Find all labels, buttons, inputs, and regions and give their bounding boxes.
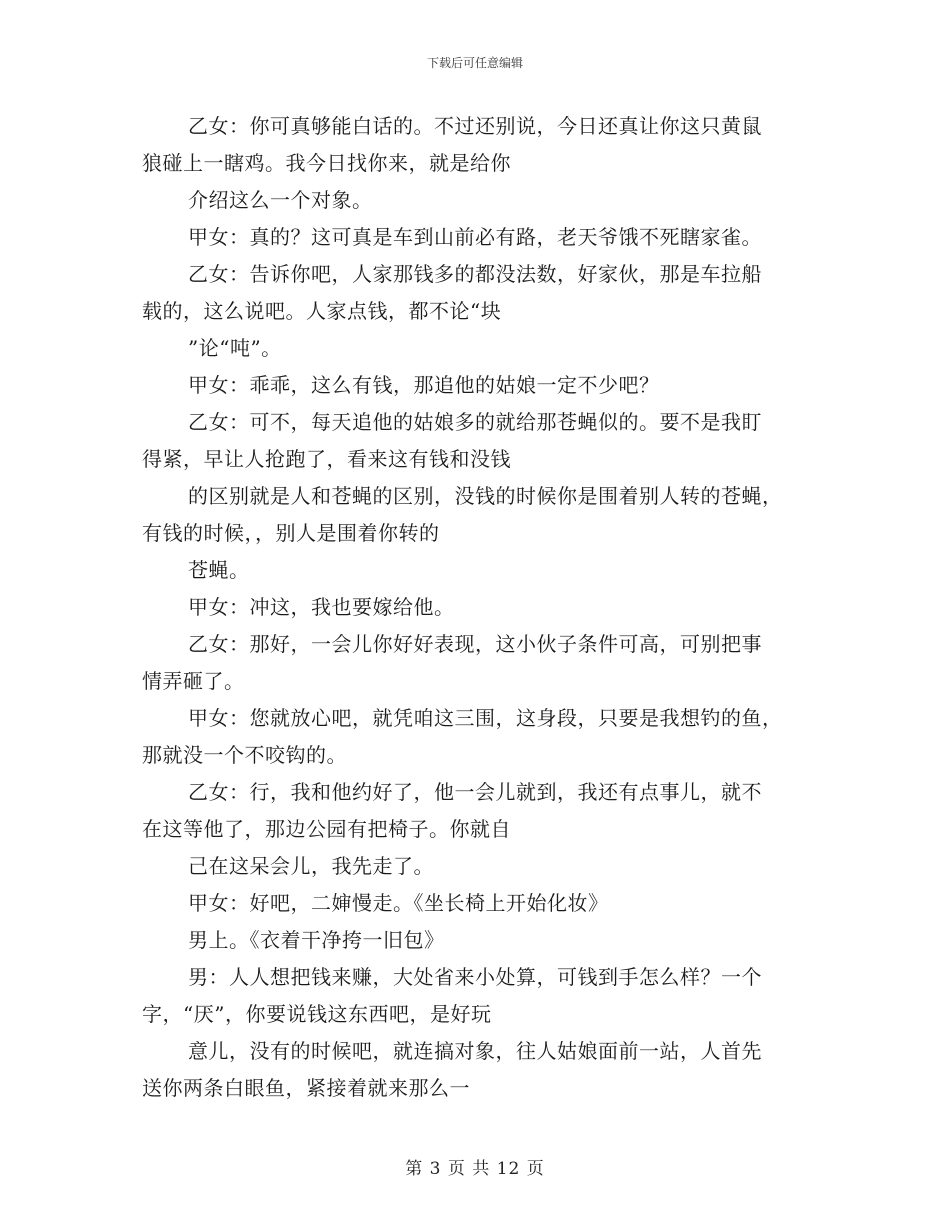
text-line: 乙女：你可真够能白话的。不过还别说，今日还真让你这只黄鼠 — [188, 114, 762, 138]
text-line: 己在这呆会儿，我先走了。 — [188, 854, 434, 878]
text-line: 狼碰上一瞎鸡。我今日找你来，就是给你 — [142, 151, 511, 175]
text-line: 男：人人想把钱来赚，大处省来小处算，可钱到手怎么样？一个 — [188, 965, 762, 989]
text-line: 介绍这么一个对象。 — [188, 188, 373, 212]
text-line: ”论“吨”。 — [188, 336, 282, 360]
page-header: 下载后可任意编辑 — [426, 56, 523, 70]
text-line: 那就没一个不咬钩的。 — [142, 743, 347, 767]
text-line: 得紧，早让人抢跑了，看来这有钱和没钱 — [142, 447, 511, 471]
text-line: 甲女：真的？这可真是车到山前必有路，老天爷饿不死瞎家雀。 — [188, 225, 762, 249]
text-line: 字，“厌”，你要说钱这东西吧，是好玩 — [142, 1002, 492, 1026]
text-line: 男上。《衣着干净挎一旧包》 — [188, 928, 445, 952]
text-line: 在这等他了，那边公园有把椅子。你就自 — [142, 817, 511, 841]
text-line: 甲女：您就放心吧，就凭咱这三围，这身段，只要是我想钓的鱼， — [188, 706, 783, 730]
text-line: 乙女：行，我和他约好了，他一会儿就到，我还有点事儿，就不 — [188, 780, 762, 804]
text-line: 甲女：冲这，我也要嫁给他。 — [188, 595, 455, 619]
text-line: 意儿，没有的时候吧，就连搞对象，往人姑娘面前一站，人首先 — [188, 1039, 762, 1063]
text-line: 情弄砸了。 — [142, 669, 245, 693]
text-line: 甲女：乖乖，这么有钱，那追他的姑娘一定不少吧？ — [188, 373, 660, 397]
text-line: 乙女：那好，一会儿你好好表现，这小伙子条件可高，可别把事 — [188, 632, 762, 656]
page-footer: 第 3 页 共 12 页 — [405, 1159, 545, 1179]
text-line: 的区别就是人和苍蝇的区别，没钱的时候你是围着别人转的苍蝇， — [188, 484, 783, 508]
text-line: 有钱的时候，，别人是围着你转的 — [142, 521, 440, 545]
text-line: 甲女：好吧，二婶慢走。《坐长椅上开始化妆》 — [188, 891, 609, 915]
document-body — [142, 108, 822, 1107]
text-line: 送你两条白眼鱼，紧接着就来那么一 — [142, 1076, 470, 1100]
text-line: 乙女：可不，每天追他的姑娘多的就给那苍蝇似的。要不是我盯 — [188, 410, 762, 434]
text-line: 乙女：告诉你吧，人家那钱多的都没法数，好家伙，那是车拉船 — [188, 262, 762, 286]
text-line: 载的，这么说吧。人家点钱，都不论“块 — [142, 299, 502, 323]
text-line: 苍蝇。 — [188, 558, 250, 582]
